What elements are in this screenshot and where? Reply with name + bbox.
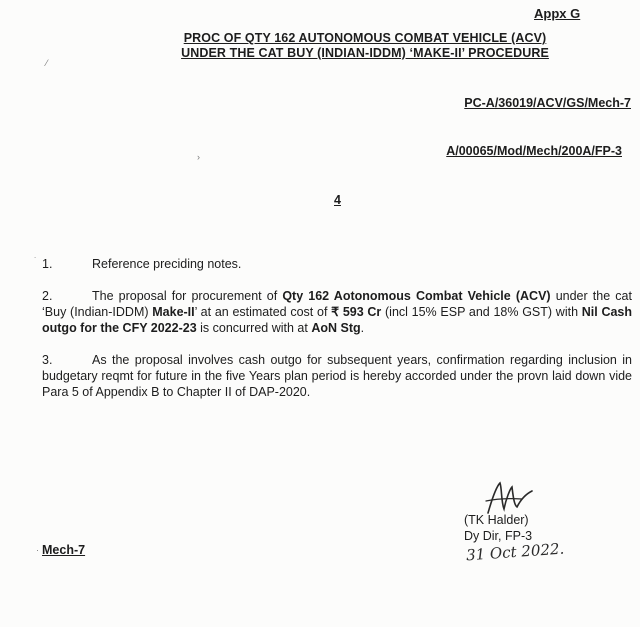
paragraph-2-bold: Nil Cash outgo for the CFY 2022-23 — [42, 305, 633, 335]
title-line-2: UNDER THE CAT BUY (INDIAN-IDDM) ‘MAKE-II’ PROCEDURE — [181, 46, 549, 60]
page-number: 4 — [334, 193, 341, 207]
paragraph-2 — [42, 288, 632, 336]
paragraph-1-number: 1. — [42, 257, 53, 271]
paragraph-2-bold: Make-II — [152, 305, 195, 319]
scan-speck: · — [36, 545, 39, 555]
paragraph-3-number: 3. — [42, 353, 53, 367]
scan-speck: › — [197, 152, 200, 162]
paragraph-2-text: The proposal for procurement of — [92, 289, 283, 303]
signature-date: 31 Oct 2022. — [465, 539, 565, 565]
paragraph-3 — [42, 352, 632, 400]
paragraph-1 — [42, 256, 632, 272]
paragraph-2-text: . — [360, 321, 365, 335]
paragraph-2-text: under the cat ‘Buy (Indian-IDDM) — [42, 289, 632, 319]
paragraph-2-bold: AoN Stg — [311, 321, 361, 335]
paragraph-3-text: As the proposal involves cash outgo for subsequent years, confirmation regarding inclusion in budgetary reqmt for future in the five Years plan period is hereby accorded under the provn laid down vide Para 5 of Appendix B to Chapter II of DAP-2020. — [42, 353, 632, 399]
title-line-1: PROC OF QTY 162 AUTONOMOUS COMBAT VEHICLE (ACV) — [183, 31, 547, 45]
document-title — [100, 31, 630, 61]
paragraph-2-text: (incl 15% ESP and 18% GST) with — [381, 305, 582, 319]
paragraph-2-number: 2. — [42, 289, 53, 303]
paragraph-1-text: Reference preciding notes. — [92, 257, 242, 271]
scan-speck: ˙ — [34, 256, 37, 266]
paragraph-2-bold: ₹ 593 Cr — [331, 305, 382, 319]
signatory-name: (TK Halder) — [464, 513, 529, 527]
reference-number-1: PC-A/36019/ACV/GS/Mech-7 — [464, 96, 631, 110]
reference-number-2: A/00065/Mod/Mech/200A/FP-3 — [446, 144, 622, 158]
paragraph-2-text: ’ at an estimated cost of — [194, 305, 332, 319]
scan-speck: ⁄ — [46, 58, 48, 68]
addressee-label: Mech-7 — [42, 543, 86, 557]
appendix-label: Appx G — [534, 6, 581, 21]
signatory-designation: Dy Dir, FP-3 — [464, 529, 533, 543]
paragraph-2-bold: Qty 162 Aotonomous Combat Vehicle (ACV) — [282, 289, 551, 303]
paragraph-2-text: is concurred with at — [196, 321, 312, 335]
